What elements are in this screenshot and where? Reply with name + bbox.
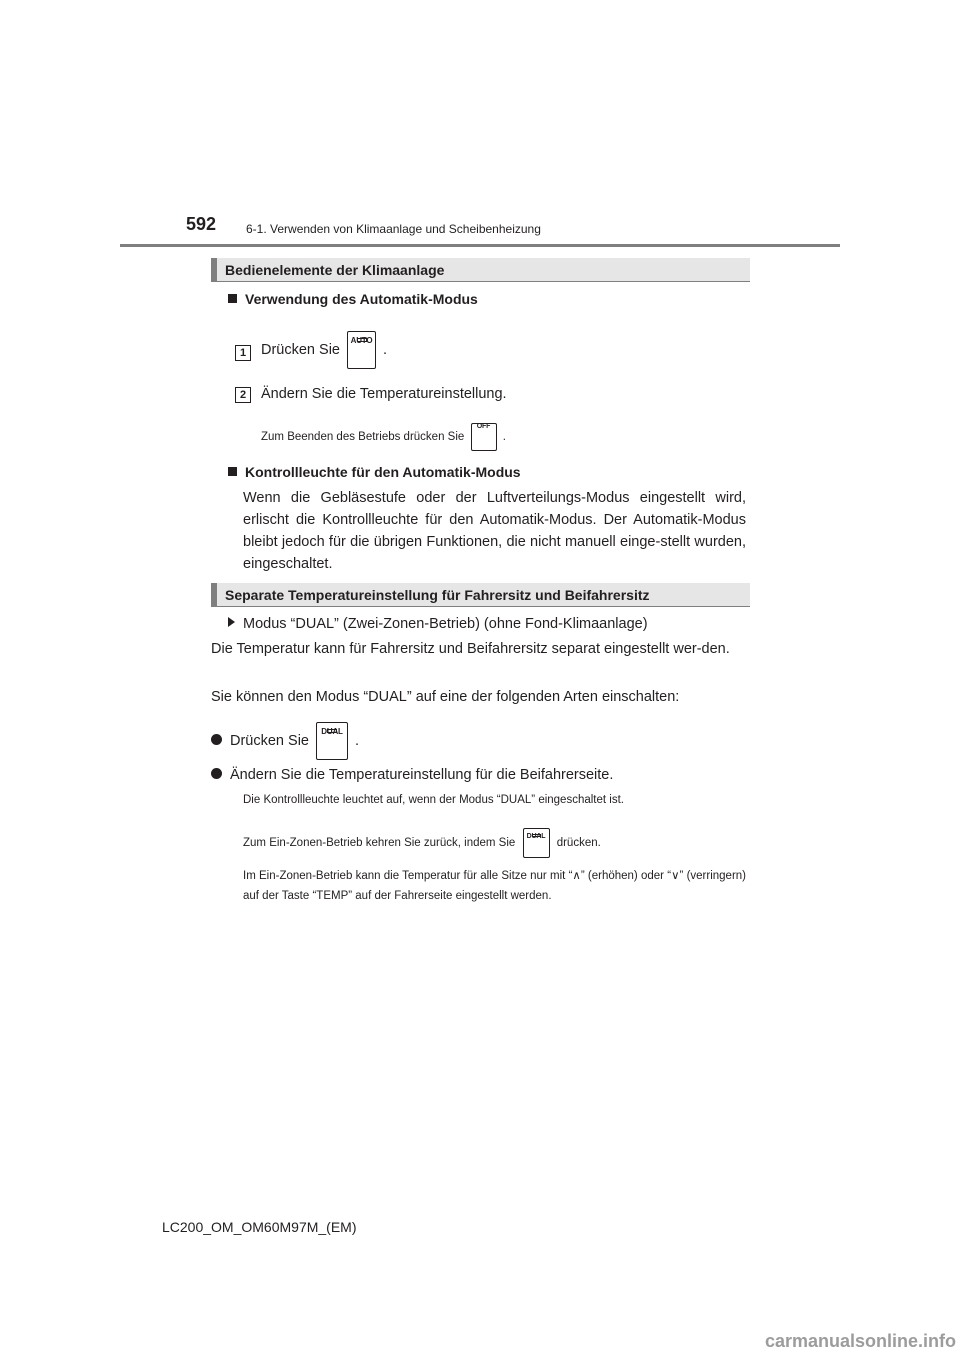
square-bullet-icon	[228, 294, 237, 303]
dual-button-icon	[316, 722, 348, 760]
bullet-icon	[211, 734, 222, 745]
dual-paragraph-1: Die Temperatur kann für Fahrersitz und Beifahrersitz separat eingestellt wer-den.	[211, 641, 730, 657]
note-indicator-on: Die Kontrollleuchte leuchtet auf, wenn der Modus “DUAL” eingeschaltet ist.	[243, 794, 624, 806]
bullet-change-temp	[211, 764, 613, 786]
dual-button-label: DUAL	[526, 833, 546, 840]
indicator-paragraph: Wenn die Gebläsestufe oder der Luftverteilungs-Modus eingestellt wird, erlischt die Kontrollleuchte für den Automatik-Modus. Der Automatik-Modus bleibt jedoch für die übrigen Funktionen, die nicht manuell einge-stellt wurden, eingeschaltet.	[243, 490, 746, 572]
note-end: .	[502, 431, 506, 443]
auto-button-icon	[347, 331, 376, 369]
note-stop-operation	[261, 422, 506, 452]
section-heading-dual	[211, 583, 750, 607]
mode-dual-text: Modus “DUAL” (Zwei-Zonen-Betrieb) (ohne Fond-Klimaanlage)	[243, 616, 648, 632]
off-button-label: OFF	[476, 422, 491, 430]
document-code: LC200_OM_OM60M97M_(EM)	[162, 1219, 357, 1235]
square-bullet-icon	[228, 467, 237, 476]
bullet-1-end: .	[355, 733, 360, 749]
header-divider	[120, 244, 840, 247]
dual-paragraph-2: Sie können den Modus “DUAL” auf eine der folgenden Arten einschalten:	[211, 689, 680, 705]
section-heading-text: Separate Temperatureinstellung für Fahrersitz und Beifahrersitz	[225, 587, 650, 603]
subheading-indicator	[228, 464, 521, 480]
bullet-1-text: Drücken Sie	[230, 733, 309, 749]
note-2-end: drücken.	[556, 837, 601, 850]
triangle-bullet-icon	[228, 617, 235, 627]
note-2-text: Zum Ein-Zonen-Betrieb kehren Sie zurück, indem Sie	[243, 837, 516, 850]
off-button-icon	[471, 423, 497, 451]
chapter-title: 6-1. Verwenden von Klimaanlage und Scheibenheizung	[246, 222, 541, 236]
note-single-zone-temp: Im Ein-Zonen-Betrieb kann die Temperatur für alle Sitze nur mit “∧” (erhöhen) oder “∨” (verringern) auf der Taste “TEMP” auf der Fahrerseite eingestellt werden.	[243, 870, 746, 902]
step-1-end: .	[383, 342, 388, 358]
bullet-press-dual	[211, 721, 359, 761]
dual-button-label: DUAL	[321, 727, 343, 737]
bullet-icon	[211, 768, 222, 779]
auto-button-label: AUTO	[350, 336, 373, 346]
step-2-text: Ändern Sie die Temperatureinstellung.	[261, 386, 507, 402]
dual-button-icon	[523, 828, 550, 858]
step-number-1: 1	[235, 345, 251, 361]
subheading-auto-mode	[228, 291, 478, 307]
section-heading-text: Bedienelemente der Klimaanlage	[225, 262, 445, 278]
section-heading-controls	[211, 258, 750, 282]
step-1-text: Drücken Sie	[261, 342, 340, 358]
note-single-zone	[243, 828, 601, 858]
subheading-text: Verwendung des Automatik-Modus	[245, 291, 478, 307]
subheading-text: Kontrollleuchte für den Automatik-Modus	[245, 464, 521, 480]
bullet-2-text: Ändern Sie die Temperatureinstellung für die Beifahrerseite.	[230, 767, 614, 783]
step-1	[261, 330, 387, 370]
page-number: 592	[186, 214, 217, 234]
note-text: Zum Beenden des Betriebs drücken Sie	[261, 431, 465, 443]
watermark: carmanualsonline.info	[764, 1331, 956, 1351]
step-number-2: 2	[235, 387, 251, 403]
mode-dual-line	[228, 613, 648, 635]
